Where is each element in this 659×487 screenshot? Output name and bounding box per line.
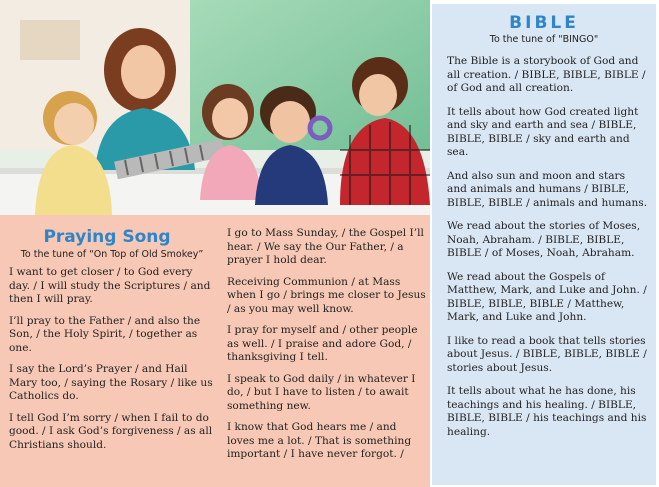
praying-song-column-1 bbox=[9, 215, 215, 460]
praying-verse: I know that God hears me / and loves me a lot. / That is something important / I have never forgot. / bbox=[227, 421, 412, 460]
bible-verse: And also sun and moon and stars and animals and humans / BIBLE, BIBLE, BIBLE / animals and humans. bbox=[447, 169, 648, 209]
praying-verse: I say the Lord’s Prayer / and Hail Mary too, / saying the Rosary / like us Catholics do. bbox=[9, 363, 213, 402]
praying-verse: I pray for myself and / other people as well. / I praise and adore God, / thanksgiving I tell. bbox=[227, 324, 418, 363]
praying-verse: I go to Mass Sunday, / the Gospel I’ll hear. / We say the Our Father, / a prayer I hold dear. bbox=[227, 227, 424, 266]
praying-song-column-2 bbox=[227, 227, 427, 470]
praying-song-tune: To the tune of “On Top of Old Smokey” bbox=[20, 249, 204, 260]
praying-verse: I speak to God daily / in whatever I do, / but I have to listen / to await something new. bbox=[227, 372, 416, 412]
praying-verse: I’ll pray to the Father / and also the Son, / the Holy Spirit, / together as one. bbox=[9, 314, 201, 354]
bible-verse: It tells about how God created light and sky and earth and sea / BIBLE, BIBLE, BIBLE / sky and earth and sea. bbox=[447, 105, 639, 158]
children-music-class-photo-icon bbox=[0, 0, 430, 215]
bible-song-body bbox=[432, 55, 656, 439]
praying-verse: I want to get closer / to God every day. / I will study the Scriptures / and then I will pray. bbox=[9, 266, 211, 305]
bible-song-panel bbox=[432, 4, 656, 485]
classroom-photo bbox=[0, 0, 430, 215]
bible-verse: The Bible is a storybook of God and all creation. / BIBLE, BIBLE, BIBLE / of God and all creation. bbox=[447, 55, 646, 94]
bible-song-title: BIBLE bbox=[509, 13, 579, 33]
bible-verse: We read about the Gospels of Matthew, Mark, and Luke and John. / BIBLE, BIBLE, BIBLE / Matthew, Mark, and Luke and John. bbox=[447, 270, 647, 323]
praying-verse: Receiving Communion / at Mass when I go / brings me closer to Jesus / as you may well know. bbox=[227, 275, 426, 315]
bible-verse: We read about the stories of Moses, Noah, Abraham. / BIBLE, BIBLE, BIBLE / of Moses, Noah, Abraham. bbox=[447, 220, 641, 259]
bible-verse: I like to read a book that tells stories about Jesus. / BIBLE, BIBLE, BIBLE / stories about Jesus. bbox=[447, 334, 647, 374]
praying-song-title: Praying Song bbox=[43, 227, 171, 247]
praying-verse: I tell God I’m sorry / when I fail to do good. / I ask God’s forgiveness / as all Christians should. bbox=[9, 411, 213, 451]
bible-verse: It tells about what he has done, his teachings and his healing. / BIBLE, BIBLE, BIBLE / his teachings and his healing. bbox=[447, 385, 647, 438]
praying-song-panel bbox=[0, 215, 430, 487]
bible-song-tune: To the tune of "BINGO" bbox=[489, 34, 599, 45]
